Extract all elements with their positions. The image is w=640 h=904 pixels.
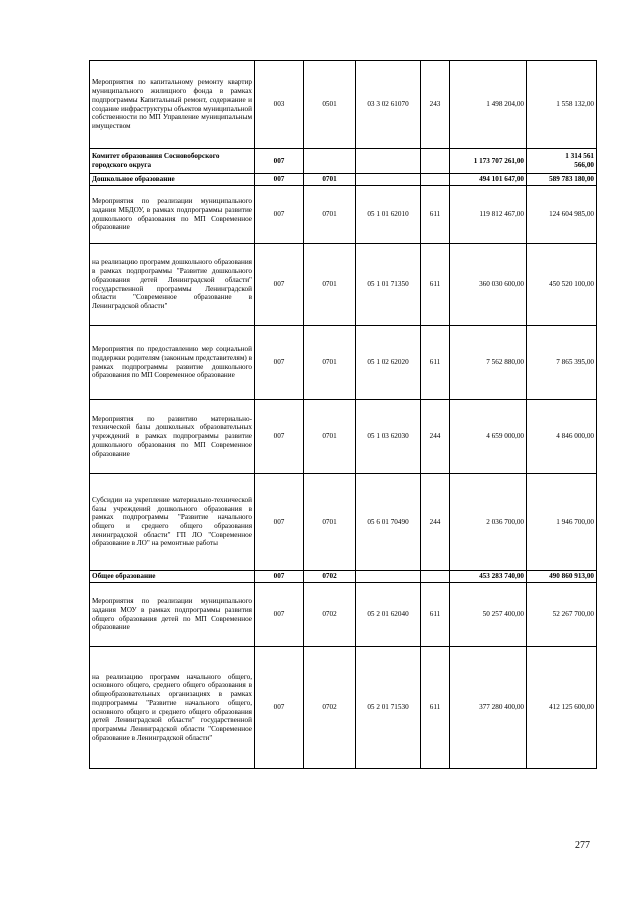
row-amount-2: 124 604 985,00 <box>527 186 597 244</box>
row-amount-1: 360 030 600,00 <box>450 244 527 326</box>
table-row <box>90 149 597 174</box>
row-target-article <box>356 174 421 186</box>
table-row <box>90 174 597 186</box>
row-section: 0701 <box>304 326 356 400</box>
row-description: на реализацию программ дошкольного образования в рамках подпрограммы "Развитие дошкольного образования детей Ленинградской области" государственной программы Ленинградской области "Современное образование в Ленинградской области" <box>90 244 255 326</box>
table-row <box>90 244 597 326</box>
row-amount-1: 7 562 880,00 <box>450 326 527 400</box>
row-grbs: 007 <box>255 186 304 244</box>
row-expense-type <box>421 174 450 186</box>
row-expense-type: 244 <box>421 400 450 474</box>
row-target-article: 05 1 01 62010 <box>356 186 421 244</box>
row-amount-2: 1 558 132,00 <box>527 61 597 149</box>
row-grbs: 007 <box>255 647 304 769</box>
table-row <box>90 61 597 149</box>
row-expense-type <box>421 149 450 174</box>
row-amount-2: 7 865 395,00 <box>527 326 597 400</box>
row-section: 0701 <box>304 474 356 571</box>
row-amount-2: 52 267 700,00 <box>527 583 597 647</box>
row-grbs: 003 <box>255 61 304 149</box>
row-target-article: 05 1 03 62030 <box>356 400 421 474</box>
row-description: Субсидии на укрепление материально-технической базы учреждений дошкольного образования в рамках подпрограммы "Развитие начального общего и среднего общего образования ленинградской области" ГП ЛО "Современное образование в ЛО" на ремонтные работы <box>90 474 255 571</box>
row-section: 0701 <box>304 244 356 326</box>
table-row <box>90 474 597 571</box>
row-target-article: 05 1 01 71350 <box>356 244 421 326</box>
row-amount-2: 1 314 561 566,00 <box>527 149 597 174</box>
row-amount-1: 50 257 400,00 <box>450 583 527 647</box>
row-amount-2: 490 860 913,00 <box>527 571 597 583</box>
row-grbs: 007 <box>255 571 304 583</box>
table-row <box>90 186 597 244</box>
row-expense-type: 611 <box>421 326 450 400</box>
page-number: 277 <box>575 840 590 851</box>
row-amount-2: 589 783 180,00 <box>527 174 597 186</box>
row-amount-1: 377 280 400,00 <box>450 647 527 769</box>
row-expense-type: 611 <box>421 244 450 326</box>
row-amount-1: 2 036 700,00 <box>450 474 527 571</box>
row-grbs: 007 <box>255 174 304 186</box>
row-expense-type: 611 <box>421 583 450 647</box>
row-section: 0702 <box>304 647 356 769</box>
row-expense-type: 611 <box>421 647 450 769</box>
row-section: 0501 <box>304 61 356 149</box>
budget-table <box>89 60 597 769</box>
row-target-article: 03 3 02 61070 <box>356 61 421 149</box>
row-target-article <box>356 571 421 583</box>
row-grbs: 007 <box>255 244 304 326</box>
row-expense-type: 244 <box>421 474 450 571</box>
row-amount-1: 494 101 647,00 <box>450 174 527 186</box>
row-description: Мероприятия по реализации муниципального задания МОУ в рамках подпрограммы развития общего образования детей по МП Современное образование <box>90 583 255 647</box>
row-amount-2: 450 520 100,00 <box>527 244 597 326</box>
row-target-article: 05 2 01 62040 <box>356 583 421 647</box>
row-expense-type: 611 <box>421 186 450 244</box>
row-target-article <box>356 149 421 174</box>
row-amount-1: 4 659 000,00 <box>450 400 527 474</box>
row-amount-1: 453 283 740,00 <box>450 571 527 583</box>
row-amount-1: 1 173 707 261,00 <box>450 149 527 174</box>
row-amount-2: 412 125 600,00 <box>527 647 597 769</box>
row-grbs: 007 <box>255 474 304 571</box>
row-section: 0702 <box>304 583 356 647</box>
table-row <box>90 647 597 769</box>
row-grbs: 007 <box>255 400 304 474</box>
row-grbs: 007 <box>255 326 304 400</box>
table-row <box>90 583 597 647</box>
row-grbs: 007 <box>255 149 304 174</box>
row-amount-2: 4 846 000,00 <box>527 400 597 474</box>
row-amount-1: 1 498 204,00 <box>450 61 527 149</box>
row-target-article: 05 2 01 71530 <box>356 647 421 769</box>
row-description: на реализацию программ начального общего, основного общего, среднего общего образования в общеобразовательных организациях в рамках подпрограммы "Развитие начального общего, основного общего и среднего общего образования детей Ленинградской области" государственной программы Ленинградской области "Современное образование в Ленинградской области" <box>90 647 255 769</box>
row-description: Мероприятия по реализации муниципального задания МБДОУ, в рамках подпрограммы развитие дошкольного образования по МП Современное образование <box>90 186 255 244</box>
row-description: Дошкольное образование <box>90 174 255 186</box>
row-description: Комитет образования Сосновоборского городского округа <box>90 149 255 174</box>
row-section: 0701 <box>304 400 356 474</box>
row-section: 0701 <box>304 174 356 186</box>
row-grbs: 007 <box>255 583 304 647</box>
table-row <box>90 571 597 583</box>
row-description: Мероприятия по развитию материально-технической базы дошкольных образовательных учреждений в рамках подпрограммы развитие дошкольного образования по МП Современное образование <box>90 400 255 474</box>
table-row <box>90 400 597 474</box>
table-row <box>90 326 597 400</box>
row-target-article: 05 1 02 62020 <box>356 326 421 400</box>
row-amount-2: 1 946 700,00 <box>527 474 597 571</box>
row-section: 0702 <box>304 571 356 583</box>
row-target-article: 05 6 01 70490 <box>356 474 421 571</box>
row-section <box>304 149 356 174</box>
row-description: Мероприятия по предоставлению мер социальной поддержки родителям (законным представителям) в рамках подпрограммы развитие дошкольного образования по МП Современное образование <box>90 326 255 400</box>
row-amount-1: 119 812 467,00 <box>450 186 527 244</box>
row-description: Мероприятия по капитальному ремонту квартир муниципального жилищного фонда в рамках подпрограммы Капитальный ремонт, содержание и создание инфраструктуры объектов муниципальной собственности по МП Управление муниципальным имуществом <box>90 61 255 149</box>
row-expense-type <box>421 571 450 583</box>
row-description: Общее образование <box>90 571 255 583</box>
row-expense-type: 243 <box>421 61 450 149</box>
row-section: 0701 <box>304 186 356 244</box>
